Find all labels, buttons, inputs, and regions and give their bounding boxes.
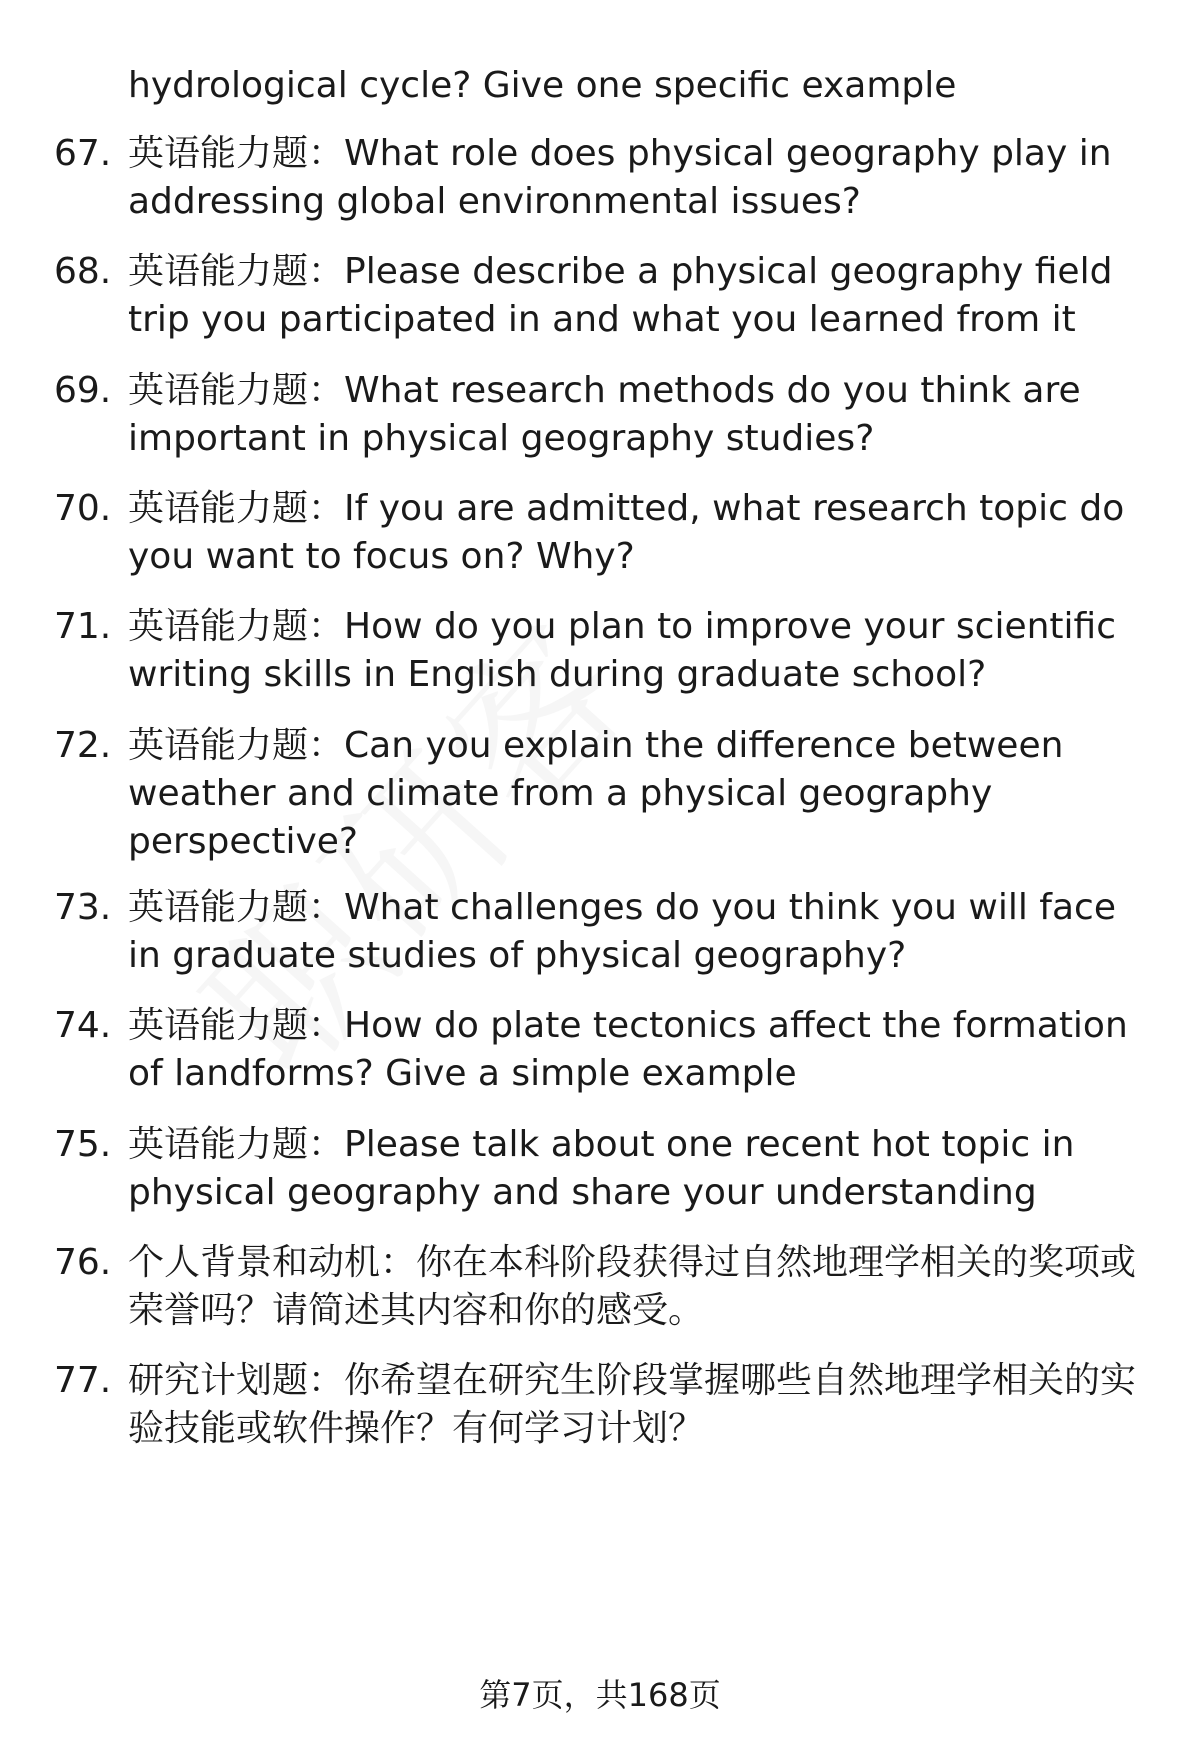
question-text: 英语能力题：How do you plan to improve your scientific writing skills in English during graduate school? — [128, 606, 1116, 695]
question-text: 研究计划题：你希望在研究生阶段掌握哪些自然地理学相关的实验技能或软件操作？有何学习计划？ — [128, 1360, 1137, 1449]
page-footer: 第7页，共168页 — [479, 1676, 721, 1714]
question-text: 英语能力题：If you are admitted, what research topic do you want to focus on? Why? — [128, 488, 1125, 577]
question-number: 77. — [54, 1360, 112, 1401]
question-text: 英语能力题：How do plate tectonics affect the formation of landforms? Give a simple example — [128, 1005, 1128, 1094]
question-number: 76. — [54, 1242, 112, 1283]
question-number: 67. — [54, 133, 112, 174]
continuation-text: hydrological cycle? Give one specific example — [128, 65, 957, 106]
question-text: 英语能力题：What challenges do you think you will face in graduate studies of physical geography? — [128, 887, 1116, 976]
question-text: 英语能力题：Please talk about one recent hot topic in physical geography and share your understanding — [128, 1124, 1075, 1213]
question-number: 70. — [54, 488, 112, 529]
question-number: 74. — [54, 1005, 112, 1046]
question-text: 英语能力题：What role does physical geography play in addressing global environmental issues? — [128, 133, 1112, 222]
question-number: 71. — [54, 606, 112, 647]
question-text: 个人背景和动机：你在本科阶段获得过自然地理学相关的奖项或荣誉吗？请简述其内容和你的感受。 — [128, 1242, 1137, 1331]
question-number: 72. — [54, 725, 112, 766]
question-text: 英语能力题：Can you explain the difference between weather and climate from a physical geography perspective? — [128, 725, 1064, 862]
question-text: 英语能力题：Please describe a physical geography field trip you participated in and what you learned from it — [128, 251, 1113, 340]
question-number: 75. — [54, 1124, 112, 1165]
question-text: 英语能力题：What research methods do you think are important in physical geography studies? — [128, 370, 1081, 459]
question-number: 73. — [54, 887, 112, 928]
question-number: 68. — [54, 251, 112, 292]
question-number: 69. — [54, 370, 112, 411]
